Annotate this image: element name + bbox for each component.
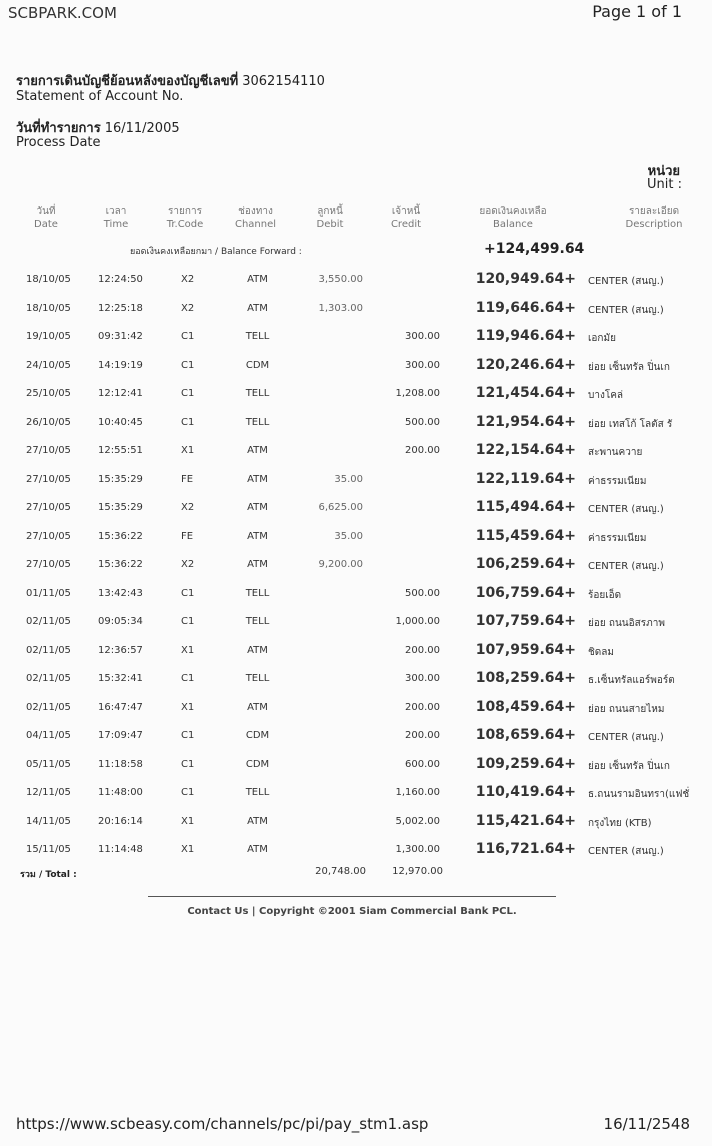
- balance-forward-value: +124,499.64: [484, 241, 585, 257]
- column-header-en: Debit: [316, 219, 344, 230]
- statement-title-th: [16, 70, 325, 91]
- row-description: สะพานควาย: [588, 447, 643, 458]
- row-trcode: C1: [181, 388, 195, 399]
- row-trcode: C1: [181, 787, 195, 798]
- column-header-th: รายละเอียด: [628, 206, 680, 217]
- table-row: [0, 470, 712, 494]
- row-debit: 1,303.00: [318, 302, 363, 314]
- row-description: ย่อย ถนนอิสรภาพ: [588, 618, 665, 629]
- row-channel: TELL: [245, 587, 270, 599]
- row-date: 01/11/05: [26, 587, 71, 599]
- row-date: 18/10/05: [26, 302, 71, 314]
- row-time: 12:55:51: [98, 445, 143, 456]
- row-time: 11:48:00: [98, 787, 143, 798]
- row-description: CENTER (สนญ.): [588, 304, 664, 316]
- print-date: 16/11/2548: [603, 1115, 690, 1133]
- row-credit: 1,300.00: [395, 844, 440, 855]
- table-row: [0, 698, 712, 722]
- row-date: 02/11/05: [26, 644, 71, 656]
- row-debit: 3,550.00: [318, 274, 363, 285]
- row-time: 15:36:22: [98, 530, 143, 542]
- row-channel: ATM: [247, 701, 268, 713]
- row-channel: ATM: [247, 502, 268, 513]
- statement-title-en: Statement of Account No.: [16, 89, 184, 104]
- column-header-en: Credit: [390, 219, 422, 230]
- unit-label-th: หน่วย: [647, 164, 680, 179]
- row-trcode: FE: [181, 473, 194, 485]
- row-credit: 600.00: [405, 758, 440, 770]
- row-date: 25/10/05: [26, 388, 71, 399]
- table-row: [0, 812, 712, 836]
- row-date: 27/10/05: [26, 502, 71, 513]
- table-row: [0, 328, 712, 351]
- process-date-label-th: วันที่ทำรายการ: [16, 121, 101, 136]
- column-header-en: Tr.Code: [166, 219, 204, 230]
- row-balance: 107,959.64+: [475, 641, 576, 658]
- row-debit: 35.00: [334, 473, 363, 485]
- row-date: 18/10/05: [26, 274, 71, 285]
- row-channel: ATM: [247, 559, 268, 570]
- row-trcode: C1: [181, 587, 195, 599]
- row-trcode: X1: [181, 701, 195, 713]
- row-debit: 6,625.00: [318, 502, 363, 513]
- row-credit: 1,208.00: [395, 388, 440, 399]
- column-header-en: Time: [103, 219, 129, 230]
- row-date: 04/11/05: [26, 730, 71, 741]
- row-channel: ATM: [247, 445, 268, 456]
- row-time: 12:12:41: [98, 388, 143, 399]
- row-time: 12:25:18: [98, 302, 143, 314]
- row-trcode: X2: [181, 502, 195, 513]
- total-debit: 20,748.00: [315, 866, 366, 877]
- row-trcode: C1: [181, 359, 195, 371]
- row-date: 27/10/05: [26, 445, 71, 456]
- column-header-en: Channel: [234, 219, 277, 230]
- row-description: CENTER (สนญ.): [588, 561, 664, 572]
- row-time: 09:05:34: [98, 616, 143, 627]
- row-date: 24/10/05: [26, 359, 71, 371]
- row-balance: 121,954.64+: [475, 413, 576, 430]
- page-url: https://www.scbeasy.com/channels/pc/pi/pay_stm1.asp: [16, 1115, 429, 1133]
- row-channel: CDM: [245, 758, 270, 770]
- row-credit: 500.00: [405, 416, 440, 428]
- row-trcode: C1: [181, 331, 195, 342]
- row-time: 15:35:29: [98, 473, 143, 485]
- row-balance: 119,946.64+: [475, 328, 576, 344]
- table-row: [0, 584, 712, 608]
- row-debit: 9,200.00: [318, 559, 363, 570]
- row-balance: 109,259.64+: [475, 755, 576, 772]
- row-date: 12/11/05: [26, 787, 71, 798]
- balance-forward-label: ยอดเงินคงเหลือยกมา / Balance Forward :: [130, 247, 302, 257]
- row-balance: 116,721.64+: [475, 841, 576, 857]
- table-row: [0, 727, 712, 750]
- row-time: 11:14:48: [98, 844, 143, 855]
- process-date-value: 16/11/2005: [104, 121, 180, 136]
- table-row: [0, 271, 712, 294]
- row-description: ธ.ถนนรามอินทรา(แฟชั่: [588, 789, 690, 800]
- row-trcode: C1: [181, 730, 195, 741]
- row-channel: TELL: [245, 673, 270, 684]
- row-channel: ATM: [247, 302, 268, 314]
- row-balance: 122,119.64+: [475, 470, 576, 487]
- column-header-time: [96, 205, 136, 231]
- statement-title-th-text: รายการเดินบัญชีย้อนหลังของบัญชีเลขที่: [16, 74, 239, 89]
- row-trcode: C1: [181, 673, 195, 684]
- row-channel: CDM: [245, 730, 270, 741]
- row-trcode: X2: [181, 302, 195, 314]
- row-credit: 200.00: [405, 644, 440, 656]
- row-description: ธ.เซ็นทรัลแอร์พอร์ต: [588, 675, 675, 686]
- column-header-en: Balance: [493, 219, 533, 230]
- row-channel: CDM: [245, 359, 270, 371]
- row-channel: TELL: [245, 388, 270, 399]
- row-channel: ATM: [247, 473, 268, 485]
- table-row: [0, 356, 712, 380]
- row-balance: 110,419.64+: [475, 784, 576, 800]
- column-header-th: เวลา: [105, 206, 127, 217]
- table-row: [0, 755, 712, 779]
- row-date: 27/10/05: [26, 559, 71, 570]
- column-header-channel: [228, 205, 283, 231]
- row-date: 27/10/05: [26, 530, 71, 542]
- row-balance: 115,459.64+: [475, 527, 576, 544]
- column-header-th: รายการ: [168, 206, 202, 217]
- table-row: [0, 641, 712, 665]
- column-header-th: ช่องทาง: [238, 206, 273, 217]
- row-trcode: X1: [181, 644, 195, 656]
- row-description: บางโคล่: [588, 390, 624, 401]
- row-date: 15/11/05: [26, 844, 71, 855]
- row-balance: 119,646.64+: [475, 299, 576, 316]
- table-row: [0, 385, 712, 408]
- column-header-th: วันที่: [36, 206, 56, 217]
- table-row: [0, 299, 712, 323]
- row-date: 02/11/05: [26, 701, 71, 713]
- row-balance: 108,259.64+: [475, 670, 576, 686]
- row-time: 11:18:58: [98, 758, 143, 770]
- column-header-en: Description: [625, 219, 683, 230]
- row-channel: TELL: [245, 616, 270, 627]
- footer-copyright: Contact Us | Copyright ©2001 Siam Commercial Bank PCL.: [187, 906, 517, 917]
- column-header-th: เจ้าหนี้: [391, 206, 421, 217]
- row-time: 12:36:57: [98, 644, 143, 656]
- table-row: [0, 556, 712, 579]
- site-name: SCBPARK.COM: [8, 4, 117, 22]
- row-balance: 108,659.64+: [475, 727, 576, 743]
- row-time: 15:32:41: [98, 673, 143, 684]
- row-balance: 108,459.64+: [475, 698, 576, 715]
- row-description: ร้อยเอ็ด: [588, 589, 622, 601]
- unit-label-en: Unit :: [647, 177, 682, 192]
- row-balance: 107,759.64+: [475, 613, 576, 629]
- footer-divider: [148, 896, 556, 897]
- row-description: ย่อย เซ็นทรัล ปิ่นเก: [588, 361, 670, 373]
- table-row: [0, 527, 712, 551]
- row-credit: 300.00: [405, 673, 440, 684]
- table-row: [0, 841, 712, 864]
- column-header-description: [616, 205, 692, 231]
- row-description: CENTER (สนญ.): [588, 846, 664, 857]
- row-date: 14/11/05: [26, 815, 71, 827]
- row-date: 26/10/05: [26, 416, 71, 428]
- row-description: CENTER (สนญ.): [588, 504, 664, 515]
- column-header-trcode: [160, 205, 210, 231]
- row-trcode: X1: [181, 445, 195, 456]
- row-time: 14:19:19: [98, 359, 143, 371]
- account-number: 3062154110: [242, 74, 325, 89]
- row-description: ชิดลม: [588, 646, 615, 658]
- row-balance: 106,259.64+: [475, 556, 576, 572]
- column-header-balance: [470, 205, 556, 231]
- row-channel: TELL: [245, 787, 270, 798]
- row-balance: 115,494.64+: [475, 499, 576, 515]
- row-description: ย่อย ถนนสายไหม: [588, 703, 665, 715]
- row-description: ย่อย เซ็นทรัล ปิ่นเก: [588, 760, 670, 772]
- row-description: ค่าธรรมเนียม: [588, 475, 647, 487]
- row-date: 02/11/05: [26, 673, 71, 684]
- row-trcode: X1: [181, 844, 195, 855]
- row-date: 27/10/05: [26, 473, 71, 485]
- row-time: 17:09:47: [98, 730, 143, 741]
- row-description: เอกมัย: [588, 333, 616, 344]
- table-row: [0, 613, 712, 636]
- row-time: 15:36:22: [98, 559, 143, 570]
- row-time: 09:31:42: [98, 331, 143, 342]
- row-channel: ATM: [247, 644, 268, 656]
- row-credit: 300.00: [405, 359, 440, 371]
- row-trcode: C1: [181, 416, 195, 428]
- row-credit: 500.00: [405, 587, 440, 599]
- row-date: 19/10/05: [26, 331, 71, 342]
- row-trcode: C1: [181, 758, 195, 770]
- row-time: 16:47:47: [98, 701, 143, 713]
- row-debit: 35.00: [334, 530, 363, 542]
- row-credit: 200.00: [405, 730, 440, 741]
- table-row: [0, 499, 712, 522]
- row-balance: 121,454.64+: [475, 385, 576, 401]
- row-channel: ATM: [247, 815, 268, 827]
- row-balance: 106,759.64+: [475, 584, 576, 601]
- column-header-debit: [306, 205, 354, 231]
- row-trcode: FE: [181, 530, 194, 542]
- row-balance: 122,154.64+: [475, 442, 576, 458]
- row-time: 13:42:43: [98, 587, 143, 599]
- column-header-en: Date: [34, 219, 58, 230]
- row-description: CENTER (สนญ.): [588, 276, 664, 287]
- table-row: [0, 442, 712, 465]
- row-credit: 1,160.00: [395, 787, 440, 798]
- row-time: 15:35:29: [98, 502, 143, 513]
- row-credit: 300.00: [405, 331, 440, 342]
- row-time: 12:24:50: [98, 274, 143, 285]
- total-label: รวม / Total :: [20, 870, 77, 880]
- row-time: 20:16:14: [98, 815, 143, 827]
- row-credit: 5,002.00: [395, 815, 440, 827]
- row-description: กรุงไทย (KTB): [588, 817, 652, 829]
- row-trcode: C1: [181, 616, 195, 627]
- column-header-th: ยอดเงินคงเหลือ: [479, 206, 547, 217]
- column-header-th: ลูกหนี้: [317, 206, 343, 217]
- column-header-credit: [382, 205, 430, 231]
- row-channel: ATM: [247, 844, 268, 855]
- row-channel: ATM: [247, 530, 268, 542]
- process-date-label-en: Process Date: [16, 135, 101, 150]
- page-number: Page 1 of 1: [592, 2, 682, 21]
- row-credit: 200.00: [405, 701, 440, 713]
- table-row: [0, 670, 712, 693]
- table-row: [0, 784, 712, 807]
- row-description: ค่าธรรมเนียม: [588, 532, 647, 544]
- row-credit: 1,000.00: [395, 616, 440, 627]
- row-date: 02/11/05: [26, 616, 71, 627]
- row-credit: 200.00: [405, 445, 440, 456]
- column-header-date: [26, 205, 66, 231]
- total-credit: 12,970.00: [392, 866, 443, 877]
- row-trcode: X2: [181, 559, 195, 570]
- row-time: 10:40:45: [98, 416, 143, 428]
- row-date: 05/11/05: [26, 758, 71, 770]
- row-trcode: X1: [181, 815, 195, 827]
- row-balance: 120,246.64+: [475, 356, 576, 373]
- row-channel: TELL: [245, 331, 270, 342]
- row-description: ย่อย เทสโก้ โลตัส รั: [588, 418, 673, 430]
- row-channel: TELL: [245, 416, 270, 428]
- row-balance: 115,421.64+: [475, 812, 576, 829]
- row-channel: ATM: [247, 274, 268, 285]
- row-balance: 120,949.64+: [475, 271, 576, 287]
- table-row: [0, 413, 712, 437]
- row-description: CENTER (สนญ.): [588, 732, 664, 743]
- row-trcode: X2: [181, 274, 195, 285]
